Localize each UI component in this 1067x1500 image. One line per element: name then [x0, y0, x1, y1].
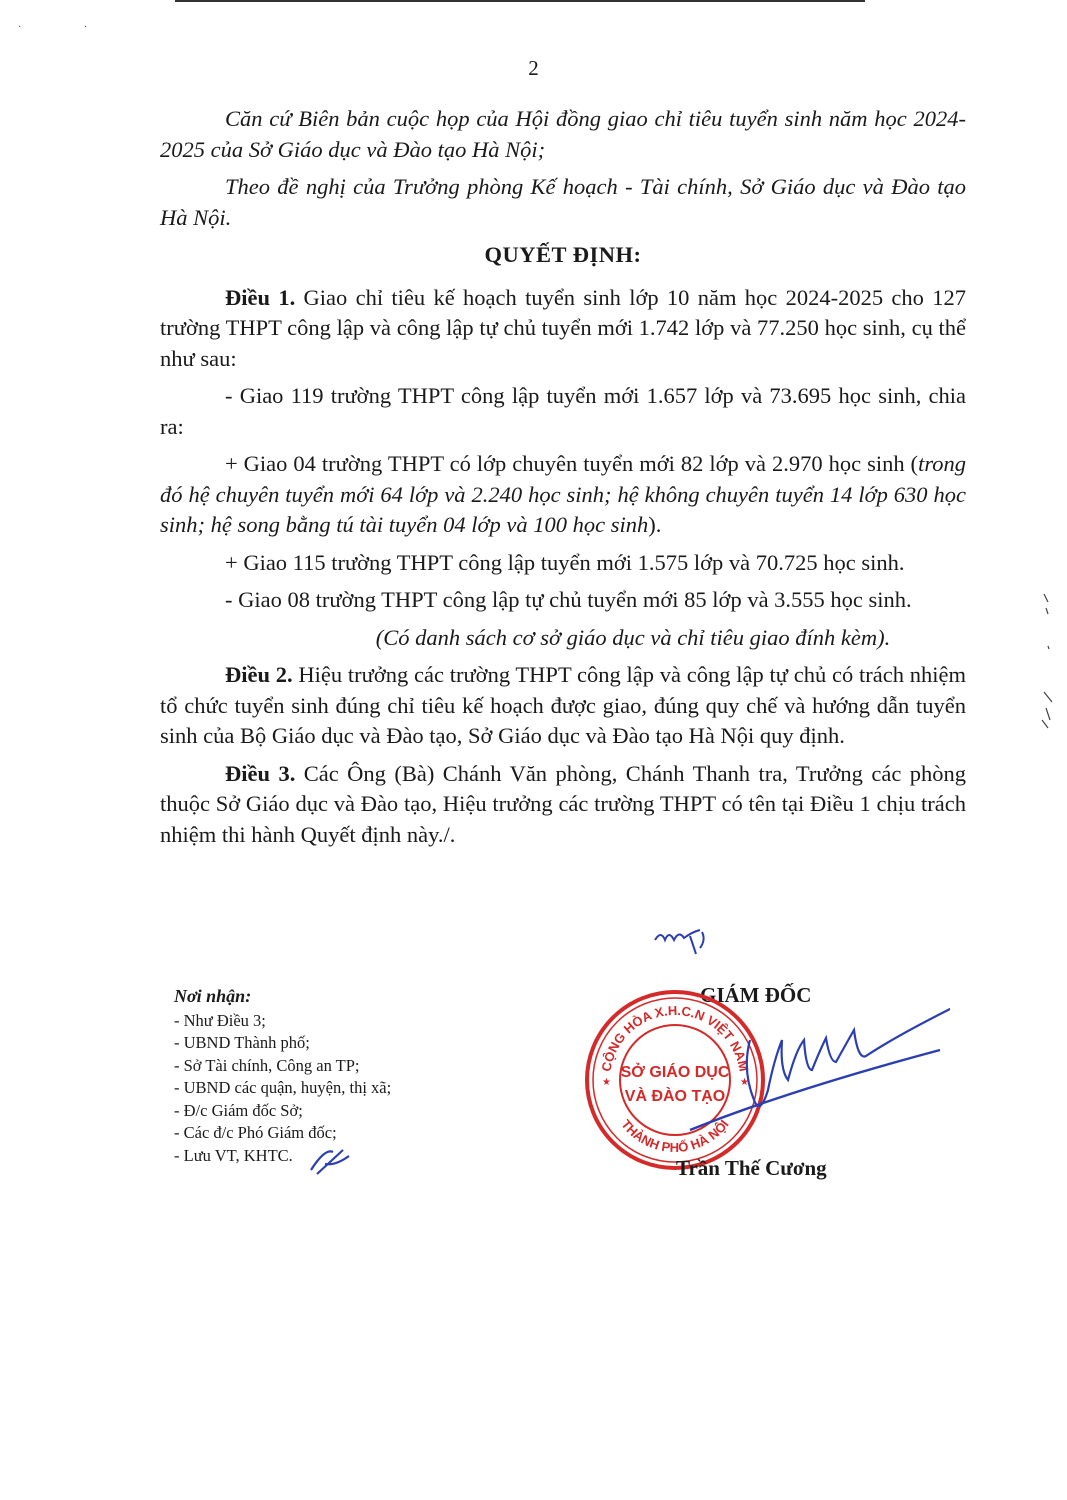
- basis-paragraph-2: Theo đề nghị của Trưởng phòng Kế hoạch - Tài chính, Sở Giáo dục và Đào tạo Hà Nội.: [160, 174, 966, 230]
- bullet-specialized-text: + Giao 04 trường THPT có lớp chuyên tuyển mới 82 lớp và 2.970 học sinh (: [225, 451, 919, 476]
- recipient-item: - UBND Thành phố;: [174, 1033, 310, 1052]
- margin-scan-marks: [1038, 588, 1058, 738]
- article-1: [160, 283, 966, 375]
- bullet-specialized-schools: [160, 449, 966, 541]
- signer-title: GIÁM ĐỐC: [700, 983, 812, 1007]
- article-3-label: Điều 3.: [225, 760, 296, 786]
- top-border-line: [175, 0, 865, 2]
- seal-outer-text: CỘNG HÒA X.H.C.N VIỆT NAM: [598, 1002, 752, 1073]
- recipient-item: - Các đ/c Phó Giám đốc;: [174, 1123, 337, 1142]
- bullet-115-schools: + Giao 115 trường THPT công lập tuyển mới 1.575 lớp và 70.725 học sinh.: [225, 549, 905, 575]
- handwritten-signature: [650, 1000, 950, 1140]
- article-2-text: Hiệu trưởng các trường THPT công lập và công lập tự chủ có trách nhiệm tổ chức tuyển sinh đúng chỉ tiêu kế hoạch được giao, đúng quy chế và hướng dẫn tuyển sinh của Bộ Giáo dục và Đào tạo, Sở Giáo dục và Đào tạo Hà Nội quy định.: [160, 662, 966, 748]
- seal-star-left-icon: ★: [602, 1077, 611, 1088]
- bullet-specialized-end: ).: [648, 512, 662, 537]
- page-number: 2: [528, 56, 539, 80]
- basis-paragraph-1: Căn cứ Biên bản cuộc họp của Hội đồng giao chỉ tiêu tuyển sinh năm học 2024-2025 của Sở Giáo dục và Đào tạo Hà Nội;: [160, 106, 966, 162]
- seal-line-1: SỞ GIÁO DỤC: [620, 1064, 730, 1081]
- article-1-text: Giao chỉ tiêu kế hoạch tuyển sinh lớp 10 năm học 2024-2025 cho 127 trường THPT công lập và công lập tự chủ tuyển mới 1.742 lớp và 77.250 học sinh, cụ thể như sau:: [160, 284, 966, 371]
- recipient-item: - Như Điều 3;: [174, 1010, 266, 1030]
- recipient-item: - UBND các quận, huyện, thị xã;: [174, 1078, 392, 1097]
- recipient-item: - Sở Tài chính, Công an TP;: [174, 1055, 360, 1075]
- seal-star-right-icon: ★: [740, 1077, 749, 1088]
- attachment-note: (Có danh sách cơ sở giáo dục và chỉ tiêu giao đính kèm).: [375, 624, 891, 650]
- recipients-title: Nơi nhận:: [174, 986, 252, 1006]
- article-3: [160, 759, 966, 851]
- recipient-item: - Đ/c Giám đốc Sở;: [174, 1100, 303, 1120]
- bullet-public-schools: - Giao 119 trường THPT công lập tuyển mới 1.657 lớp và 73.695 học sinh, chia ra:: [160, 383, 966, 439]
- recipient-item: - Lưu VT, KHTC.: [174, 1145, 293, 1165]
- bullet-specialized-detail: trong đó hệ chuyên tuyển mới 64 lớp và 2.240 học sinh; hệ không chuyên tuyển 14 lớp 630 học sinh; hệ song bằng tú tài tuyển 04 lớp và 100 học sinh: [160, 451, 966, 537]
- article-3-text: Các Ông (Bà) Chánh Văn phòng, Chánh Thanh tra, Trưởng các phòng thuộc Sở Giáo dục và Đào tạo, Hiệu trưởng các trường THPT có tên tại Điều 1 chịu trách nhiệm thi hành Quyết định này./.: [160, 760, 967, 847]
- article-2-label: Điều 2.: [225, 662, 293, 687]
- seal-line-2: VÀ ĐÀO TẠO: [624, 1088, 726, 1105]
- bullet-autonomous-schools: - Giao 08 trường THPT công lập tự chủ tuyển mới 85 lớp và 3.555 học sinh.: [225, 587, 912, 612]
- signer-name: Trần Thế Cương: [676, 1156, 827, 1180]
- document-body: [160, 104, 966, 857]
- initials-mark: [650, 918, 730, 958]
- seal-bottom-text: THÀNH PHỐ HÀ NỘI: [618, 1116, 732, 1156]
- filing-initials-mark: [305, 1140, 365, 1180]
- article-1-label: Điều 1.: [225, 284, 296, 310]
- scan-specks: · ·: [18, 22, 118, 33]
- article-2: [160, 660, 966, 752]
- decision-heading: QUYẾT ĐỊNH:: [484, 242, 642, 267]
